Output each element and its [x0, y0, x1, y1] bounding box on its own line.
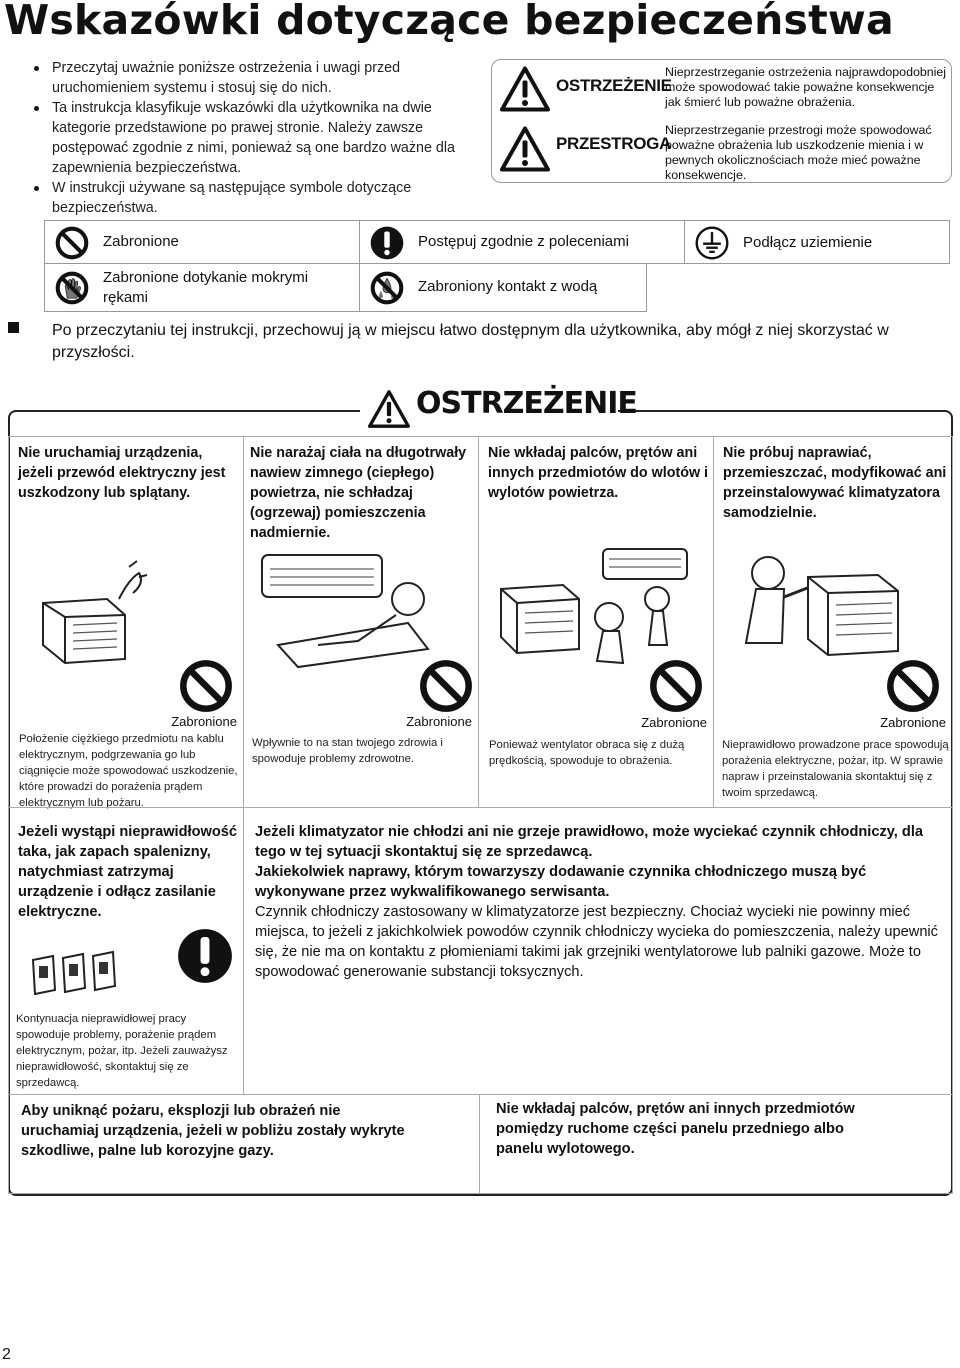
warning-column-cord: Nie uruchamiaj urządzenia, jeżeli przewód elektryczny jest uszkodzony lub splątany. Zabronione Położenie ciężkiego przedmiotu na kablu elektrycznym, podgrzewania go lub ciągnięcie może spowodować uszkodzenie, które prowadzi do porażenia prądem elektrycznym lub pożaru. [8, 436, 244, 808]
symbols-legend [44, 220, 950, 312]
note-bullet-square [8, 322, 19, 333]
prohibited-icon [649, 659, 703, 713]
warning-label: OSTRZEŻENIE [556, 76, 672, 95]
warning-section-heading: OSTRZEŻENIE [366, 386, 616, 430]
no-wet-hands-icon [55, 271, 89, 305]
page-number: 2 [2, 1346, 11, 1363]
warning-column-fingers: Nie wkładaj palców, prętów ani innych przedmiotów do wlotów i wylotów powietrza. Zabronione Ponieważ wentylator obraca się z dużą prędkością, spowoduje to obrażenia. [478, 436, 714, 808]
warning-triangle-icon [368, 390, 410, 428]
child-fingers-illustration [493, 545, 693, 675]
prohibited-icon [886, 659, 940, 713]
hazard-levels-box [491, 59, 952, 183]
intro-bullets [30, 58, 485, 218]
prohibited-icon [55, 226, 89, 260]
symbol-no-wet-hands: Zabronione dotykanie mokrymi rękami [44, 263, 360, 312]
person-airflow-illustration [258, 549, 458, 669]
warning-gas-cell: Aby uniknąć pożaru, eksplozji lub obrażeń nie uruchamiaj urządzenia, jeżeli w pobliżu zostały wykryte szkodliwe, palne lub korozyjne gazy. [8, 1094, 480, 1194]
refrigerant-warning-2: Jakiekolwiek naprawy, którym towarzyszy dodawanie czynnika chłodniczego muszą być wykonywane przez wykwalifikowanego serwisanta. [255, 864, 867, 900]
warning-refrigerant-cell [243, 807, 953, 1095]
keep-manual-note: Po przeczytaniu tej instrukcji, przechowuj ją w miejscu łatwo dostępnym dla użytkownika, aby mógł z niej skorzystać w przyszłości. [52, 322, 889, 361]
prohibited-icon [179, 659, 233, 713]
caution-triangle-icon [500, 126, 550, 172]
person-repairing-illustration [728, 547, 908, 671]
intro-bullet: Ta instrukcja klasyfikuje wskazówki dla użytkownika na dwie kategorie przedstawione po prawej stronie. Należy zawsze postępować zgodnie z nimi, ponieważ są one bardzo ważne dla zapewnienia bezpieczeństwa. [30, 98, 485, 178]
caution-label: PRZESTROGA [556, 134, 672, 153]
mandatory-icon [370, 226, 404, 260]
mandatory-icon [177, 928, 233, 984]
damaged-cord-illustration [29, 559, 149, 679]
ground-icon [695, 226, 729, 260]
warning-description: Nieprzestrzeganie ostrzeżenia najprawdopodobniej może spowodować takie poważne konsekwencje jak śmierć lub poważne obrażenia. [665, 65, 947, 109]
warning-triangle-icon [500, 66, 550, 112]
intro-bullet: Przeczytaj uważnie poniższe ostrzeżenia i uwagi przed uruchomieniem systemu i stosuj się do nich. [30, 58, 485, 98]
warning-column-airflow: Nie narażaj ciała na długotrwały nawiew zimnego (ciepłego) powietrza, nie schładzaj (ogrzewaj) pomieszczenia nadmiernie. Zabronione Wpływnie to na stan twojego zdrowia i spowoduje problemy zdrowotne. [243, 436, 479, 808]
refrigerant-info: Czynnik chłodniczy zastosowany w klimatyzatorze jest bezpieczny. Chociaż wycieki nie powinny mieć miejsca, to jeżeli z jakichkolwiek powodów czynnik chłodniczy wycieka do pomieszczenia, należy upewnić się, że nie ma on kontaktu z płomieniami takimi jak grzejniki wentylatorowe lub palniki gazowe. Może to spowodować generowanie substancji toksycznych. [255, 904, 938, 980]
warning-abnormal-cell: Jeżeli wystąpi nieprawidłowość taka, jak zapach spalenizny, natychmiast zatrzymaj urządzenie i odłącz zasilanie elektryczne. Kontynuacja nieprawidłowej pracy spowoduje problemy, porażenie prądem elektrycznym, pożar, itp. Jeżeli zauważysz nieprawidłowość, skontaktuj się ze sprzedawcą. [8, 807, 244, 1095]
page-title: Wskazówki dotyczące bezpieczeństwa [4, 0, 894, 44]
power-switches-illustration [27, 944, 137, 1004]
caution-description: Nieprzestrzeganie przestrogi może spowodować poważne obrażenia lub uszkodzenie mienia i w pewnych okolicznościach może mieć poważne konsekwencje. [665, 123, 932, 182]
symbol-prohibited: Zabronione [44, 220, 360, 264]
warning-column-repair: Nie próbuj naprawiać, przemieszczać, modyfikować ani przeinstalowywać klimatyzatora samodzielnie. Zabronione Nieprawidłowo prowadzone prace spowodują porażenia elektryczne, pożar, itp. W sprawie napraw i przeinstalowania skontaktuj się z twoim sprzedawcą. [713, 436, 953, 808]
symbol-ground: Podłącz uziemienie [684, 220, 950, 264]
intro-bullet: W instrukcji używane są następujące symbole dotyczące bezpieczeństwa. [30, 178, 485, 218]
prohibited-icon [419, 659, 473, 713]
warning-moving-parts-cell: Nie wkładaj palców, prętów ani innych przedmiotów pomiędzy ruchome części panelu przedniego albo panelu wylotowego. [479, 1094, 953, 1194]
no-water-icon [370, 271, 404, 305]
symbol-no-water: Zabroniony kontakt z wodą [359, 263, 647, 312]
symbol-follow-instructions: Postępuj zgodnie z poleceniami [359, 220, 685, 264]
refrigerant-warning-1: Jeżeli klimatyzator nie chłodzi ani nie grzeje prawidłowo, może wyciekać czynnik chłodniczy, dla tego w tej sytuacji skontaktuj się ze sprzedawcą. [255, 824, 923, 860]
